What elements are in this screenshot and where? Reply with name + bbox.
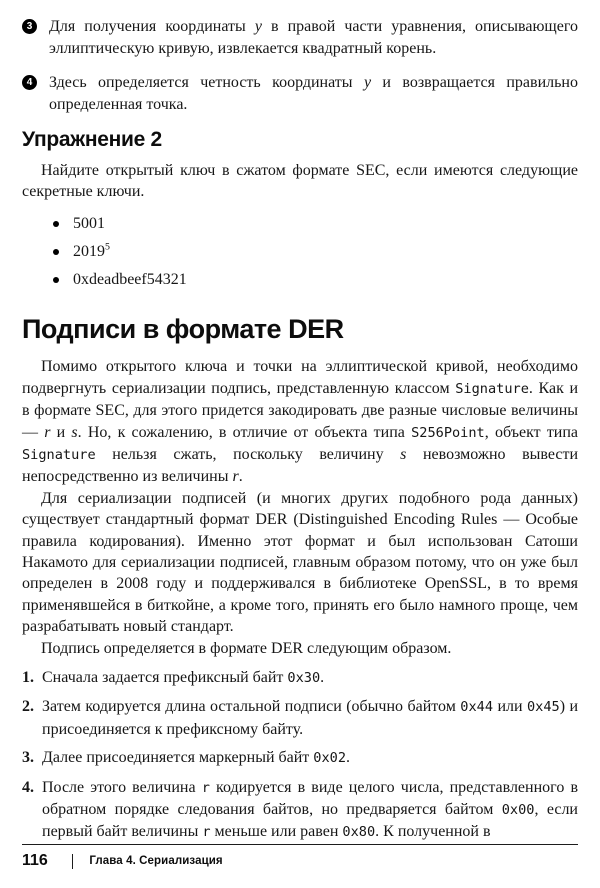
list-item-text: 5001 <box>73 214 105 232</box>
text-segment: y <box>254 18 262 35</box>
text-segment: 5 <box>105 241 110 253</box>
text-segment: r <box>202 824 211 841</box>
der-paragraph-3: Подпись определяется в формате DER следующим образом. <box>41 639 452 657</box>
text-segment: r <box>44 423 51 441</box>
step-text: Сначала задается префиксный байт 0x30. <box>42 669 325 686</box>
step-item-4 <box>22 777 578 844</box>
callout-4-text: Здесь определяется четность координаты y и возвращается правильно определенная точка. <box>49 74 578 113</box>
bullet-icon <box>53 277 59 283</box>
callout-item-3 <box>22 16 578 59</box>
footer-rule <box>22 844 578 845</box>
step-item-3 <box>22 747 578 769</box>
step-number: 2. <box>22 698 34 716</box>
footer-row <box>22 852 578 870</box>
text-segment: 0x45 <box>526 699 560 716</box>
bullet-icon <box>53 249 59 255</box>
step-text: Далее присоединяется маркерный байт 0x02. <box>42 749 351 767</box>
text-segment: s <box>71 423 78 441</box>
text-segment: r <box>201 779 210 796</box>
text-segment: 0x00 <box>501 802 535 819</box>
list-item <box>53 269 578 291</box>
text-segment: 0x80 <box>342 824 376 841</box>
list-item <box>53 213 578 235</box>
text-segment: r <box>232 468 239 486</box>
section-heading-der: Подписи в формате DER <box>22 314 344 345</box>
chapter-title: Глава 4. Сериализация <box>89 855 223 867</box>
exercise-heading: Упражнение 2 <box>22 128 162 151</box>
step-text: Затем кодируется длина остальной подписи (обычно байтом 0x44 или 0x45) и присоединяется к префиксному байту. <box>42 698 579 738</box>
footer-separator <box>72 854 74 869</box>
step-number: 3. <box>22 749 34 767</box>
step-number: 4. <box>22 778 34 796</box>
text-segment: y <box>363 74 372 91</box>
text-segment: 0x02 <box>313 750 347 767</box>
callout-3-text: Для получения координаты y в правой части уравнения, описывающего эллиптическую кривую, извлекается квадратный корень. <box>49 18 579 57</box>
text-segment: Signature <box>455 380 529 397</box>
callout-3-number-badge: 3 <box>22 19 37 34</box>
step-item-1 <box>22 667 578 689</box>
callout-4-number-badge: 4 <box>22 75 37 90</box>
secret-keys-list <box>22 213 578 291</box>
page-number: 116 <box>22 852 48 869</box>
der-paragraph-1: Помимо открытого ключа и точки на эллиптической кривой, необходимо подвергнуть сериализации подпись, представленную классом Signature. Как и в формате SEC, для этого придется закодировать две разные числовые величины — r и s. Но, к сожалению, в отличие от объекта типа S256Point, объект типа Signature нельзя сжать, поскольку величину s невозможно вывести непосредственно из величины r. <box>22 358 579 486</box>
step-item-2 <box>22 696 578 740</box>
exercise-intro: Найдите открытый ключ в сжатом формате SEC, если имеются следующие секретные ключи. <box>22 162 578 201</box>
page-footer <box>22 844 578 870</box>
text-segment: S256Point <box>411 424 485 441</box>
text-segment: 0x30 <box>287 670 321 686</box>
step-text: После этого величина r кодируется в виде целого числа, представленного в обратном порядке следования байтов, но предваряется байтом 0x00, если первый байт величины r меньше или равен 0x80. К полученной в <box>42 778 578 841</box>
der-paragraph-2: Для сериализации подписей (и многих других подобного рода данных) существует стандартный формат DER (Distinguished Encoding Rules — Особые правила кодирования). Именно этот формат и был использован Сатоши Накамото для сериализации подписей, главным образом потому, что он уже был определен в 2008 году и поддерживался в библиотеке OpenSSL, в то время применявшейся в биткойне, а кроме того, принять его было намного проще, чем разрабатывать новый стандарт. <box>22 489 578 636</box>
list-item <box>53 241 578 263</box>
text-segment: Signature <box>22 446 96 463</box>
text-segment: 0x44 <box>460 699 494 716</box>
bullet-icon <box>53 221 59 227</box>
step-number: 1. <box>22 669 34 686</box>
list-item-text: 0xdeadbeef54321 <box>73 270 187 288</box>
callout-item-4 <box>22 72 578 115</box>
text-segment: s <box>400 445 407 463</box>
der-steps-list <box>22 667 578 844</box>
list-item-text: 2019$^5$ <box>73 241 110 260</box>
